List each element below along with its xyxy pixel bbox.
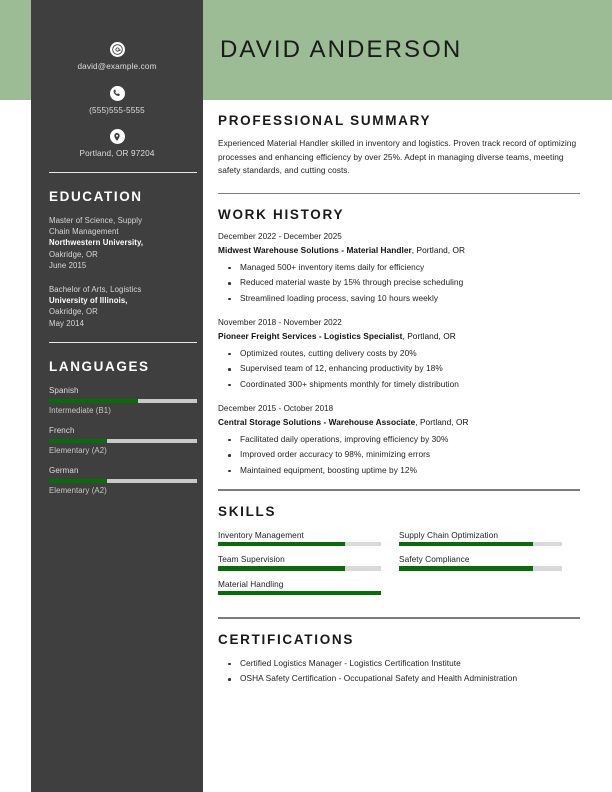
job-bullets	[218, 260, 580, 307]
section-title-certifications: CERTIFICATIONS	[218, 631, 355, 647]
education-date: June 2015	[49, 260, 87, 270]
contact-email-text: david@example.com	[77, 62, 157, 71]
education-degree-line: Master of Science, Supply	[49, 216, 143, 225]
job-entry	[218, 231, 580, 306]
skill-item	[399, 528, 580, 547]
section-title-skills: SKILLS	[218, 503, 277, 519]
summary-text: Experienced Material Handler skilled in inventory and logistics. Proven track record of optimizing processes and enhancing efficiency by over 25%. Adept in managing diverse teams, meeting safety standards, and cutting costs.	[218, 138, 577, 175]
contact-location-text: Portland, OR 97204	[79, 149, 155, 158]
job-location: , Portland, OR	[411, 244, 466, 255]
education-location: Oakridge, OR	[49, 307, 98, 317]
language-item	[49, 465, 185, 497]
job-entry	[218, 403, 580, 478]
skill-level-fill	[399, 566, 533, 571]
language-name: German	[49, 465, 79, 475]
language-name: Spanish	[49, 385, 79, 395]
education-degree-line: Bachelor of Arts, Logistics	[49, 285, 142, 295]
skill-item	[399, 552, 580, 571]
sidebar-heading-languages: LANGUAGES	[49, 358, 150, 374]
skills-column-right	[399, 528, 580, 602]
phone-icon	[110, 86, 125, 101]
contact-item-email	[49, 42, 185, 72]
skill-name: Supply Chain Optimization	[399, 529, 499, 540]
skill-level-fill	[218, 591, 381, 596]
education-school: University of Illinois,	[49, 296, 128, 306]
job-company: Pioneer Freight Services	[218, 330, 317, 341]
skill-item	[218, 577, 399, 596]
skill-level-bar	[218, 566, 381, 571]
section-certifications	[218, 632, 580, 687]
certification-item: Certified Logistics Manager - Logistics Certification Institute	[218, 656, 580, 672]
job-dates: December 2022 - December 2025	[218, 232, 342, 242]
language-level: Intermediate (B1)	[49, 405, 111, 415]
section-skills	[218, 504, 580, 619]
job-bullet: Managed 500+ inventory items daily for efficiency	[218, 260, 580, 276]
job-company: Central Storage Solutions	[218, 416, 322, 427]
skill-item	[218, 552, 399, 571]
job-company: Midwest Warehouse Solutions	[218, 244, 339, 255]
location-pin-icon	[110, 129, 125, 144]
job-bullet: Supervised team of 12, enhancing productivity by 18%	[218, 361, 580, 377]
email-icon	[110, 42, 125, 57]
contact-item-location	[49, 129, 185, 160]
contact-item-phone	[49, 85, 185, 116]
education-date: May 2014	[49, 318, 85, 328]
job-location: , Portland, OR	[402, 330, 456, 341]
education-school: Northwestern University,	[49, 238, 144, 248]
skill-name: Team Supervision	[218, 554, 285, 565]
job-title-line	[218, 330, 580, 343]
sidebar-heading-education: EDUCATION	[49, 189, 143, 204]
section-divider	[218, 617, 580, 619]
certification-list	[218, 656, 580, 687]
job-location: , Portland, OR	[415, 416, 469, 427]
language-item	[49, 385, 185, 417]
contact-block	[49, 0, 185, 159]
section-divider	[218, 489, 580, 491]
job-bullet: Streamlined loading process, saving 10 hours weekly	[218, 291, 580, 307]
skills-column-left	[218, 528, 399, 602]
contact-phone-text: (555)555-5555	[89, 105, 145, 115]
main-column	[218, 0, 580, 687]
job-title-line	[218, 244, 580, 257]
language-proficiency-fill	[49, 399, 138, 403]
job-role: Logistics Specialist	[324, 330, 403, 341]
education-degree-line: Chain Management	[49, 227, 119, 237]
education-entry	[49, 284, 185, 329]
skill-level-bar	[399, 566, 562, 571]
skill-item	[218, 528, 399, 547]
section-title-work-history: WORK HISTORY	[218, 207, 345, 223]
job-dates: November 2018 - November 2022	[218, 318, 342, 328]
language-name: French	[49, 425, 75, 435]
job-bullet: Improved order accuracy to 98%, minimizing errors	[218, 447, 580, 463]
section-divider	[218, 193, 580, 195]
language-item	[49, 425, 185, 457]
language-level: Elementary (A2)	[49, 445, 107, 455]
sidebar-divider-education	[49, 172, 197, 173]
section-title-summary: PROFESSIONAL SUMMARY	[218, 113, 432, 128]
job-title-line	[218, 416, 580, 429]
language-proficiency-bar	[49, 399, 197, 403]
language-proficiency-fill	[49, 479, 107, 483]
skill-name: Material Handling	[218, 578, 284, 589]
job-bullets	[218, 346, 580, 393]
skill-level-fill	[218, 542, 345, 547]
skills-grid	[218, 528, 580, 602]
job-bullet: Coordinated 300+ shipments monthly for timely distribution	[218, 377, 580, 393]
job-bullet: Optimized routes, cutting delivery costs by 20%	[218, 346, 580, 362]
section-professional-summary	[218, 113, 580, 194]
language-level: Elementary (A2)	[49, 485, 107, 495]
education-location: Oakridge, OR	[49, 249, 98, 259]
job-role: Material Handler	[346, 244, 412, 255]
job-entry	[218, 317, 580, 392]
education-entry	[49, 215, 185, 271]
job-separator: -	[316, 330, 325, 341]
candidate-name: DAVID ANDERSON	[220, 36, 463, 63]
skill-name: Inventory Management	[218, 529, 304, 540]
sidebar	[31, 0, 203, 792]
skill-level-bar	[218, 542, 381, 547]
skill-level-fill	[218, 566, 345, 571]
language-proficiency-fill	[49, 439, 107, 443]
job-dates: December 2015 - October 2018	[218, 404, 334, 414]
job-bullet: Reduced material waste by 15% through precise scheduling	[218, 275, 580, 291]
job-separator: -	[321, 416, 329, 427]
job-role: Warehouse Associate	[328, 416, 416, 427]
language-proficiency-bar	[49, 479, 197, 483]
language-proficiency-bar	[49, 439, 197, 443]
sidebar-divider-languages	[49, 342, 197, 343]
skill-name: Safety Compliance	[399, 554, 470, 565]
certification-item: OSHA Safety Certification - Occupational Safety and Health Administration	[218, 671, 580, 687]
skill-level-bar	[399, 542, 562, 547]
skill-level-fill	[399, 542, 533, 547]
job-separator: -	[338, 244, 347, 255]
job-bullet: Maintained equipment, boosting uptime by 12%	[218, 463, 580, 479]
job-bullets	[218, 432, 580, 479]
job-bullet: Facilitated daily operations, improving efficiency by 30%	[218, 432, 580, 448]
section-work-history	[218, 207, 580, 491]
skill-level-bar	[218, 591, 381, 596]
